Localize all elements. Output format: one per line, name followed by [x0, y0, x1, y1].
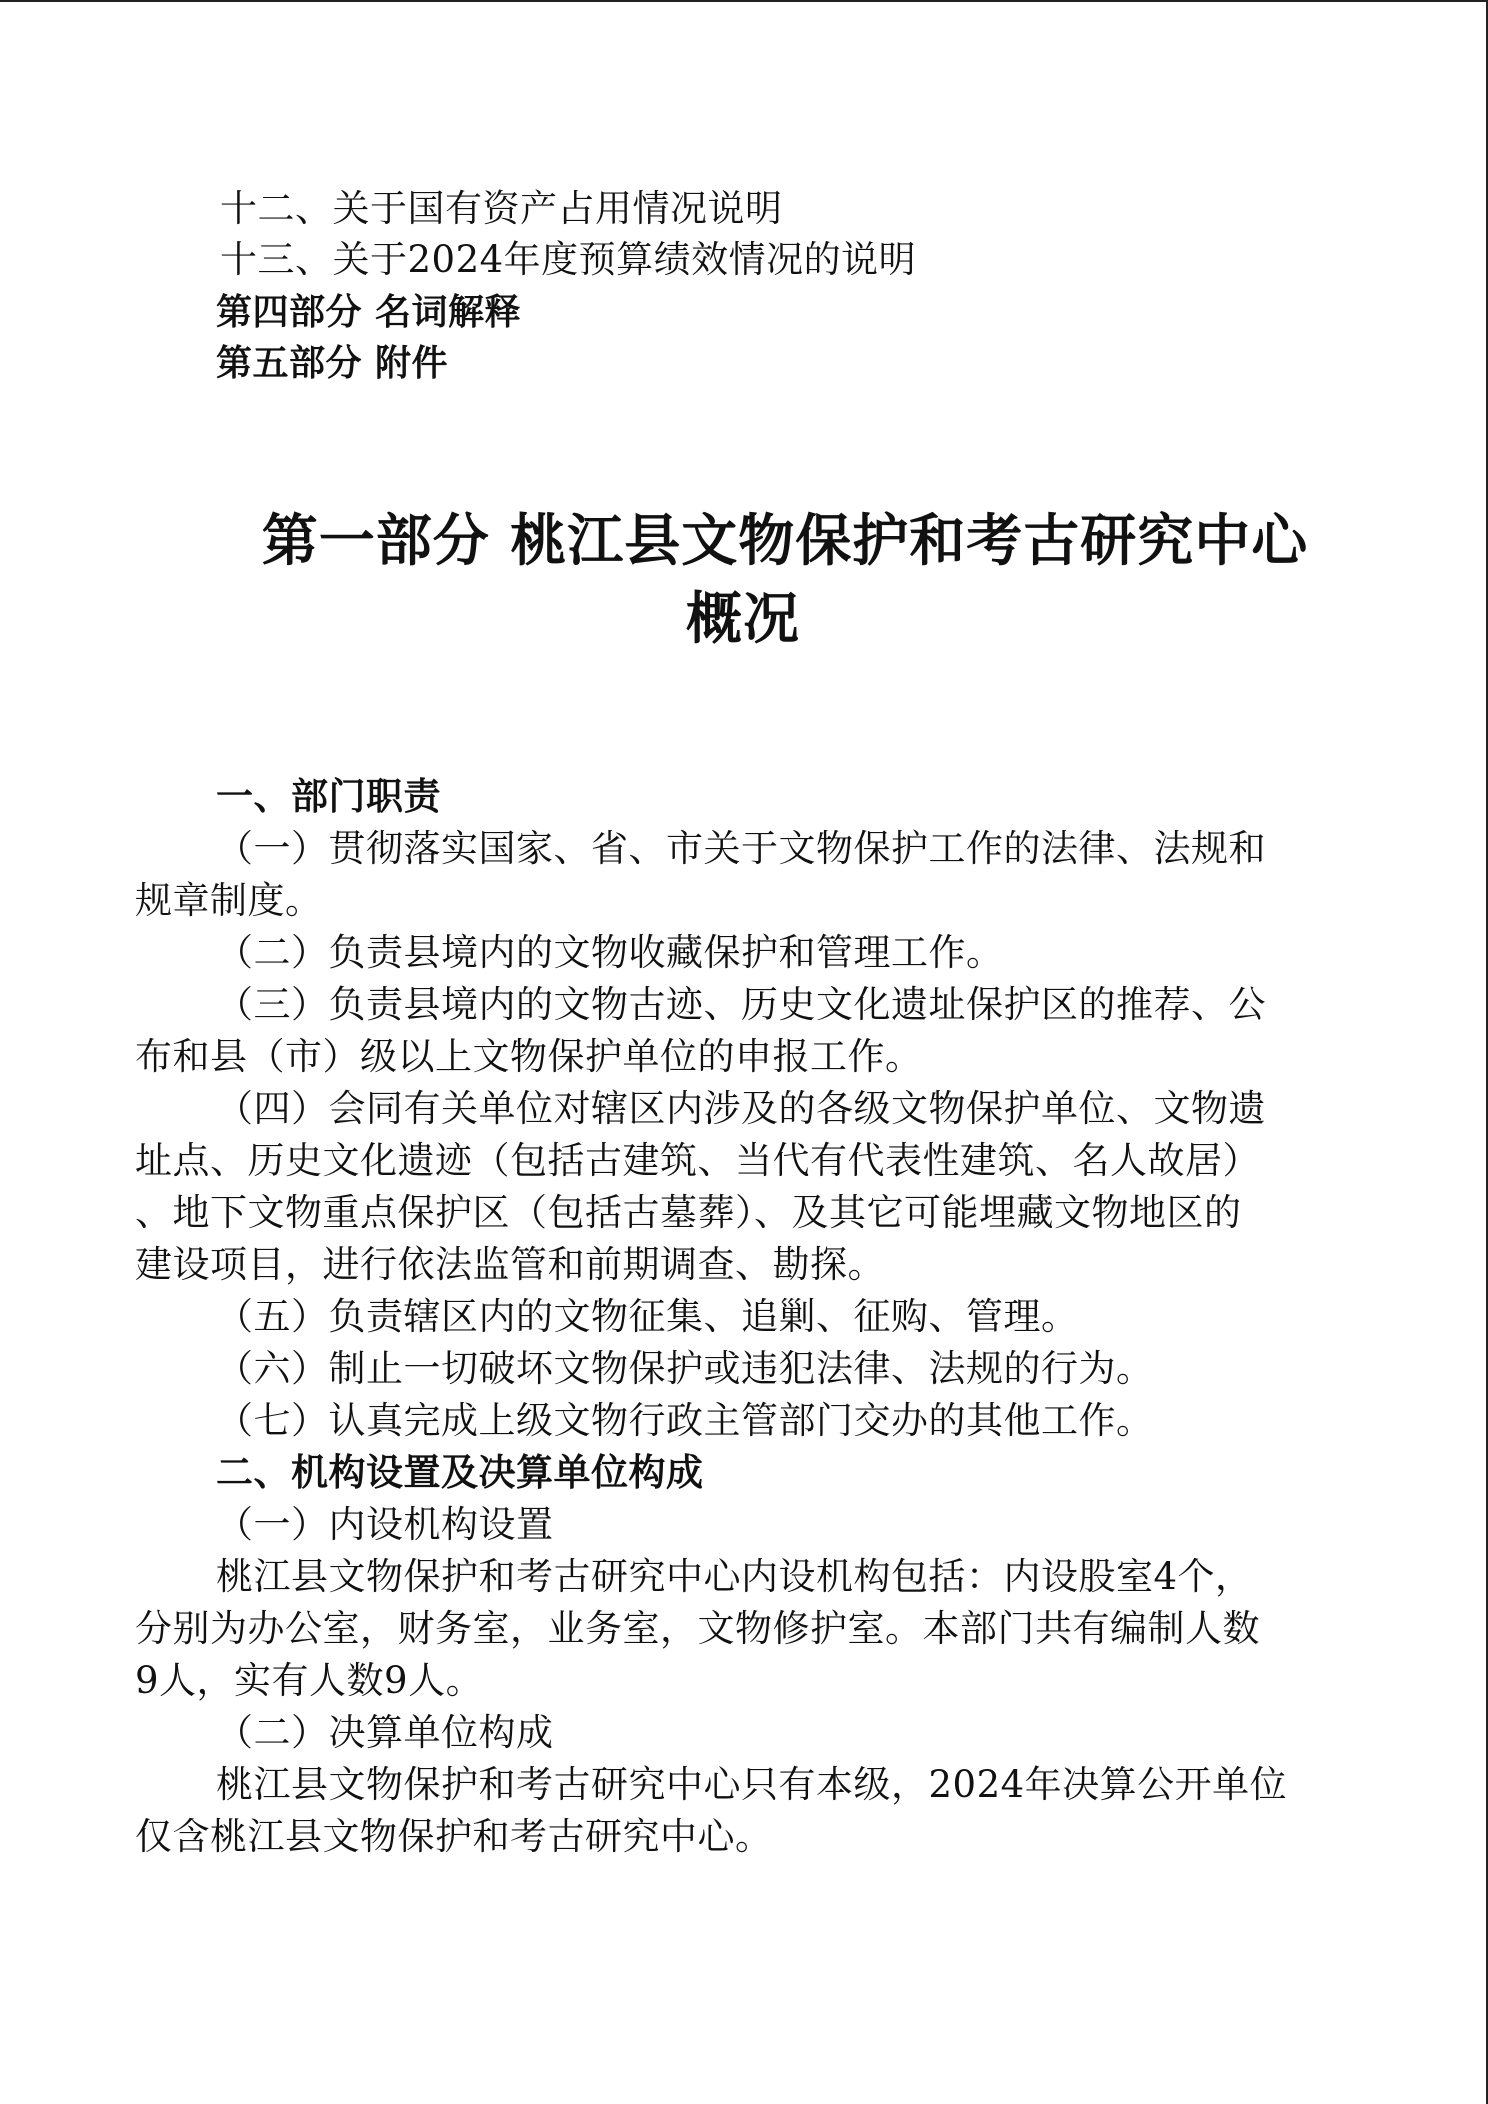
org-line: 仅含桃江县文物保护和考古研究中心。: [135, 1815, 773, 1858]
org-line: 桃江县文物保护和考古研究中心内设机构包括：内设股室4个，: [216, 1555, 1253, 1598]
org-line: 9人，实有人数9人。: [135, 1659, 484, 1702]
duty-line: 建设项目，进行依法监管和前期调查、勘探。: [135, 1243, 885, 1286]
toc-item-12: 十二、关于国有资产占用情况说明: [220, 187, 783, 230]
toc-item-13: 十三、关于2024年度预算绩效情况的说明: [220, 238, 917, 281]
section-heading-duties: 一、部门职责: [216, 775, 441, 818]
duty-line: 布和县（市）级以上文物保护单位的申报工作。: [135, 1035, 923, 1078]
duty-line: （三）负责县境内的文物古迹、历史文化遗址保护区的推荐、公: [216, 983, 1266, 1026]
duty-line: （二）负责县境内的文物收藏保护和管理工作。: [216, 931, 1004, 974]
section-heading-organization: 二、机构设置及决算单位构成: [216, 1451, 704, 1494]
toc-part-4: 第四部分 名词解释: [216, 292, 522, 333]
duty-line: 规章制度。: [135, 879, 323, 922]
org-line: 桃江县文物保护和考古研究中心只有本级，2024年决算公开单位: [216, 1763, 1288, 1806]
duty-line: 址点、历史文化遗迹（包括古建筑、当代有代表性建筑、名人故居）: [135, 1139, 1260, 1182]
page-title-line2: 概况: [686, 587, 800, 652]
page-title-line1: 第一部分 桃江县文物保护和考古研究中心: [261, 509, 1309, 574]
org-line: （二）决算单位构成: [216, 1711, 554, 1754]
duty-line: （六）制止一切破坏文物保护或违犯法律、法规的行为。: [216, 1347, 1154, 1390]
duty-line: （七）认真完成上级文物行政主管部门交办的其他工作。: [216, 1399, 1154, 1442]
duty-line: （五）负责辖区内的文物征集、追剿、征购、管理。: [216, 1295, 1079, 1338]
duty-line: （一）贯彻落实国家、省、市关于文物保护工作的法律、法规和: [216, 827, 1266, 870]
toc-part-5: 第五部分 附件: [216, 343, 449, 384]
duty-line: 、地下文物重点保护区（包括古墓葬）、及其它可能埋藏文物地区的: [135, 1191, 1242, 1234]
duty-line: （四）会同有关单位对辖区内涉及的各级文物保护单位、文物遗: [216, 1087, 1266, 1130]
org-line: 分别为办公室，财务室，业务室，文物修护室。本部门共有编制人数: [135, 1607, 1260, 1650]
org-line: （一）内设机构设置: [216, 1503, 554, 1546]
